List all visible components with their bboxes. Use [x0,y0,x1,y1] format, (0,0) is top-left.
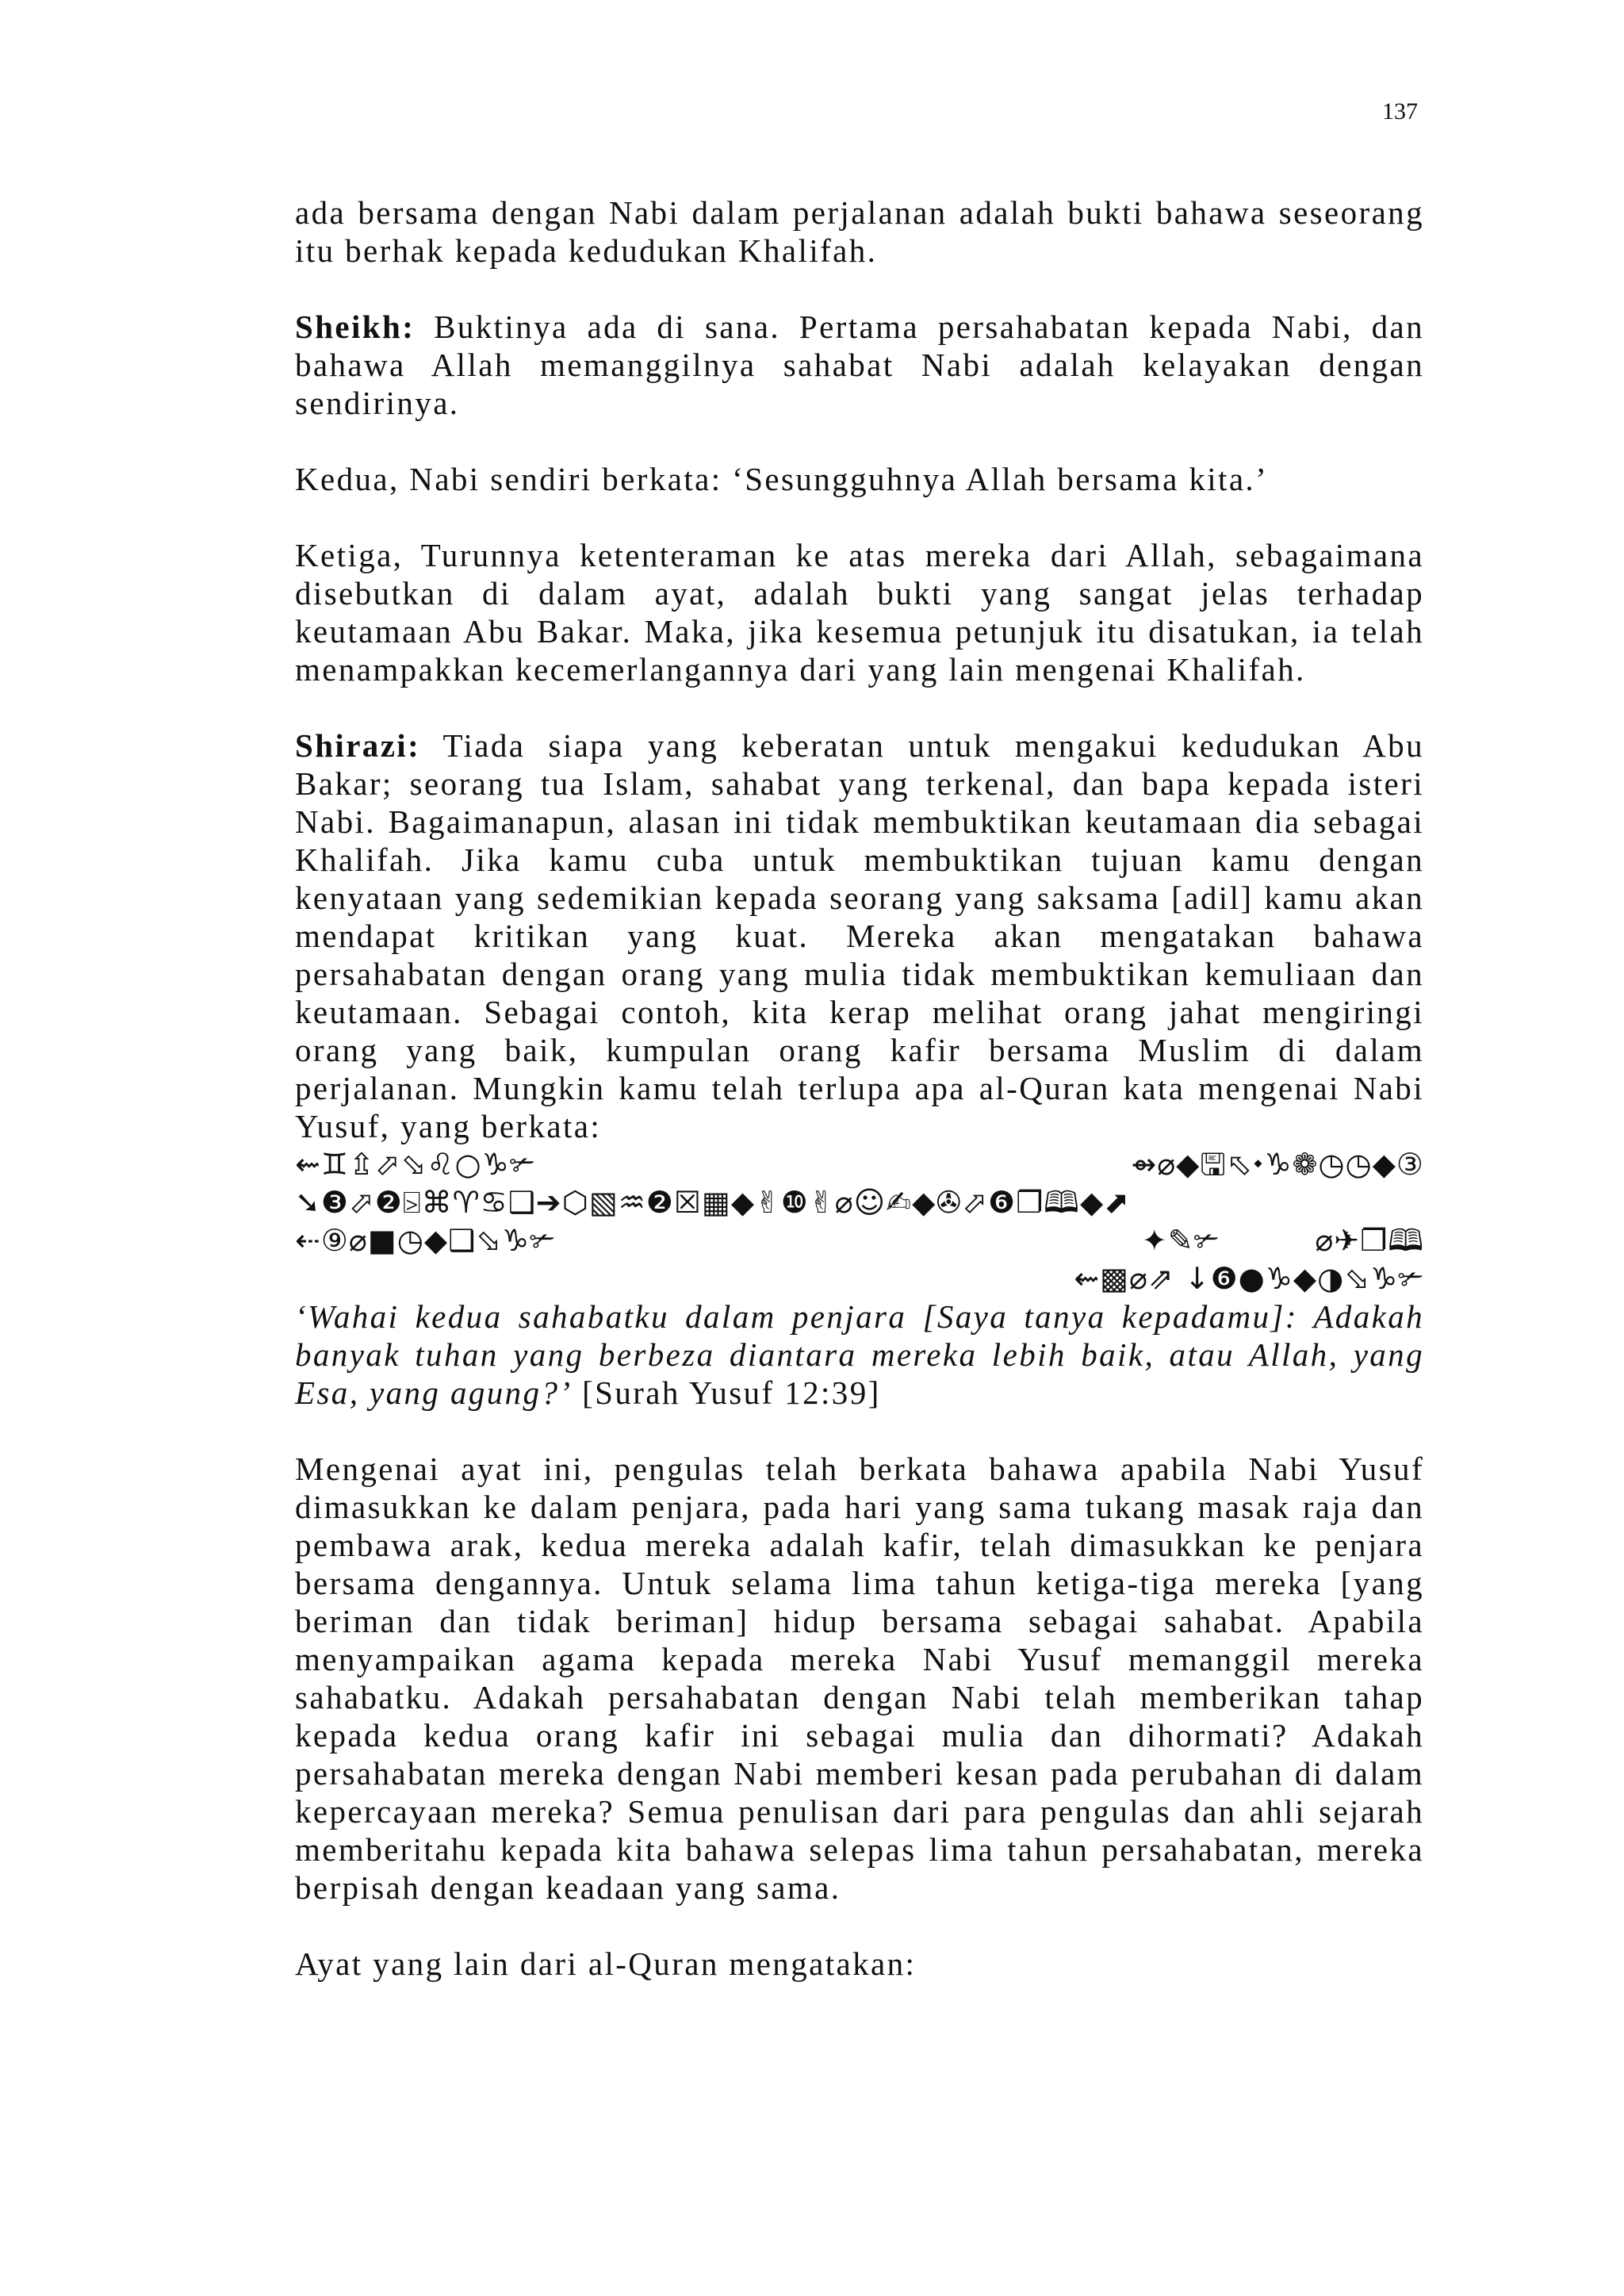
paragraph-3: Kedua, Nabi sendiri berkata: ‘Sesungguhnya Allah bersama kita.’ [295,461,1269,497]
paragraph-7: Ayat yang lain dari al-Quran mengatakan: [295,1945,917,1982]
glyph-run: ⇠⑨⌀■◷◆❑⬂♑✃ [295,1223,556,1258]
document-body [295,194,1424,2021]
paragraph-sheikh [295,308,1424,422]
page-number: 137 [1382,98,1418,125]
paragraph-shirazi [295,726,1424,1145]
speaker-label: Sheikh: [295,309,416,345]
verse-translation [295,1297,1424,1450]
paragraph-4: Ketiga, Turunnya ketenteraman ke atas mereka dari Allah, sebagaimana disebutkan di dalam ayat, adalah bukti yang sangat jelas terhadap keutamaan Abu Bakar. Maka, jika kesemua petunjuk itu disatukan, ia telah menampakkan kecemerlangannya dari yang lain mengenai Khalifah. [295,537,1424,688]
paragraph-text: Buktinya ada di sana. Pertama persahabatan kepada Nabi, dan bahawa Allah memanggilnya sahabat Nabi adalah kelayakan dengan sendirinya. [295,309,1424,421]
glyph-run: ✦✎✃ [1141,1223,1220,1258]
glyph-line-4 [295,1259,1424,1297]
glyph-run: ⌀✈❐🕮 [1315,1223,1424,1258]
speaker-label: Shirazi: [295,727,421,764]
verse-reference: [Surah Yusuf 12:39] [582,1374,881,1411]
paragraph-text: Tiada siapa yang keberatan untuk mengakui kedudukan Abu Bakar; seorang tua Islam, sahabat yang terkenal, dan bapa kepada isteri Nabi. Bagaimanapun, alasan ini tidak membuktikan keutamaan dia sebagai Khalifah. Jika kamu cuba untuk membuktikan tujuan kamu dengan kenyataan yang sedemikian kepada seorang yang saksama [adil] kamu akan mendapat kritikan yang kuat. Mereka akan mengatakan bahawa persahabatan dengan orang yang mulia tidak membuktikan kemuliaan dan keutamaan. Sebagai contoh, kita kerap melihat orang jahat mengiringi orang yang baik, kumpulan orang kafir bersama Muslim di dalam perjalanan. Mungkin kamu telah terlupa apa al-Quran kata mengenai Nabi Yusuf, yang berkata: [295,727,1424,1144]
glyph-line-2 [295,1183,1424,1221]
glyph-line-3 [295,1221,1424,1259]
arabic-verse-glyphs [295,1145,1424,1297]
paragraph-1: ada bersama dengan Nabi dalam perjalanan adalah bukti bahawa seseorang itu berhak kepada kedudukan Khalifah. [295,194,1424,269]
glyph-run: ⇜▩⌀⇗ ↓❻●♑◆◑⬂♑✃ [1074,1261,1424,1296]
glyph-run: ⇜♊⇫⬀⬂♌○♑✃ [295,1147,536,1182]
verse-text: ‘Wahai kedua sahabatku dalam penjara [Saya tanya kepadamu]: Adakah banyak tuhan yang berbeza diantara mereka lebih baik, atau Allah, yang Esa, yang agung?’ [295,1298,1424,1411]
glyph-run: ➘❸⬀❷⍄⌘♈♋❑➔⬡▧♒❷☒▦◆✌❿✌⌀☺✍◆✇⬀❻❐🕮◆⬈ [295,1185,1131,1220]
paragraph-6: Mengenai ayat ini, pengulas telah berkata bahawa apabila Nabi Yusuf dimasukkan ke dalam penjara, pada hari yang sama tukang masak raja dan pembawa arak, kedua mereka adalah kafir, telah dimasukkan ke penjara bersama dengannya. Untuk selama lima tahun ketiga-tiga mereka [yang beriman dan tidak beriman] hidup bersama sebagai sahabat. Apabila menyampaikan agama kepada mereka Nabi Yusuf memanggil mereka sahabatku. Adakah persahabatan dengan Nabi telah memberikan tahap kepada kedua orang kafir ini sebagai mulia dan dihormati? Adakah persahabatan mereka dengan Nabi memberi kesan pada perubahan di dalam kepercayaan mereka? Semua penulisan dari para pengulas dan ahli sejarah memberitahu kepada kita bahawa selepas lima tahun persahabatan, mereka berpisah dengan keadaan yang sama. [295,1451,1424,1906]
glyph-run: ⇴⌀◆🖫⬁⬩♑❁◷◷◆③ [1131,1147,1424,1182]
glyph-line-1 [295,1145,1424,1183]
